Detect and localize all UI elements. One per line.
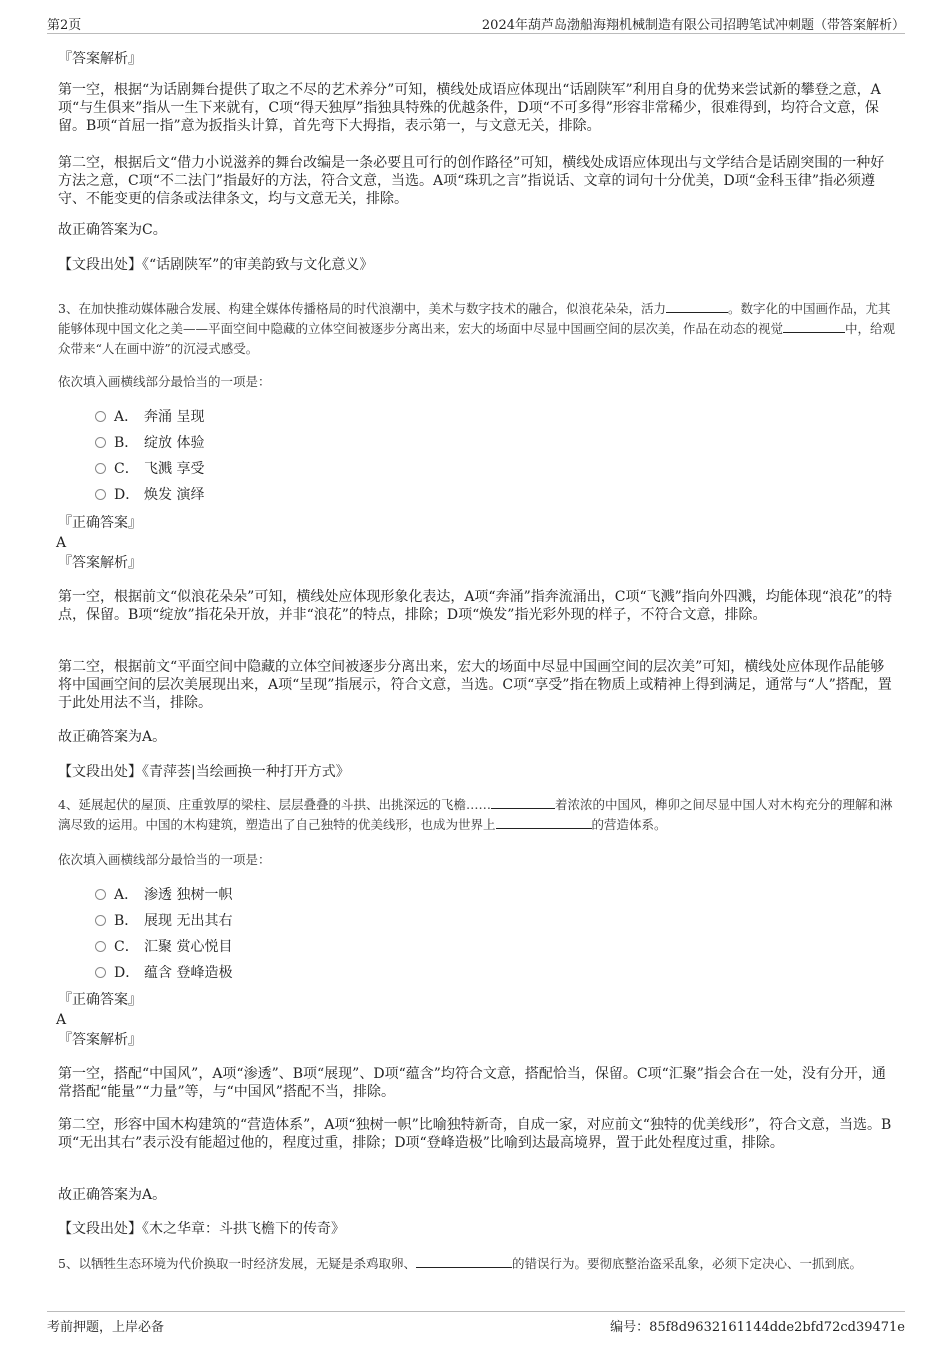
q4-stem xyxy=(58,795,902,835)
option-letter: A． xyxy=(114,887,139,903)
option-letter: D． xyxy=(114,487,140,503)
radio-icon[interactable] xyxy=(95,915,106,926)
q4-option-d[interactable] xyxy=(95,963,232,983)
document-code: 编号：85f8d9632161144dde2bfd72cd39471e xyxy=(610,1320,905,1335)
radio-icon[interactable] xyxy=(95,889,106,900)
radio-icon[interactable] xyxy=(95,437,106,448)
radio-icon[interactable] xyxy=(95,967,106,978)
option-letter: B． xyxy=(114,913,139,929)
footer-slogan: 考前押题，上岸必备 xyxy=(47,1320,165,1335)
q3-stem-part-3: 中，给观众带来“人在画中游”的沉浸式感受。 xyxy=(58,321,896,356)
source-label: 【文段出处】 xyxy=(58,764,142,780)
q3-analysis-para-2: 第二空，根据前文“平面空间中隐藏的立体空间被逐步分离出来，宏大的场面中尽显中国画空间的层次美”可知，横线处应体现作品能够将中国画空间的层次美展现出来，A项“呈现”指展示，符合文意，当选。C项“享受”指在物质上或精神上得到满足，通常与“人”搭配，置于此处用法不当，排除。 xyxy=(58,659,892,711)
page-footer xyxy=(47,1311,905,1333)
q4-stem-part-2: 着浓浓的中国风，榫卯之间尽显中国人对木构充分的理解和淋漓尽致的运用。中国的木构建筑，塑造出了自己独特的优美线形，也成为世界上 xyxy=(58,797,893,832)
page-number: 第2页 xyxy=(47,18,82,33)
q2-analysis-para-2: 第二空，根据后文“借力小说滋养的舞台改编是一条必要且可行的创作路径”可知，横线处成语应体现出与文学结合是话剧突围的一种好方法之意，C项“不二法门”指最好的方法，符合文意，当选。A项“珠玑之言”指说话、文章的词句十分优美，D项“金科玉律”指必须遵守、不能变更的信条或法律条文，均与文意无关，排除。 xyxy=(58,155,885,207)
document-title: 2024年葫芦岛渤船海翔机械制造有限公司招聘笔试冲刺题（带答案解析） xyxy=(481,18,905,33)
option-text: 渗透 独树一帜 xyxy=(144,887,233,903)
q5-blank-1 xyxy=(416,1254,512,1268)
radio-icon[interactable] xyxy=(95,463,106,474)
q3-stem-part-2: 。数字化的中国画作品，尤其能够体现中国文化之美——平面空间中隐藏的立体空间被逐步分离出来，宏大的场面中尽显中国画空间的层次美，作品在动态的视觉 xyxy=(58,301,891,336)
q3-option-d[interactable] xyxy=(95,485,204,505)
page-header xyxy=(47,12,905,34)
option-letter: B． xyxy=(114,435,139,451)
q4-source-title: 《木之华章：斗拱飞檐下的传奇》 xyxy=(142,1221,345,1237)
q4-conclusion: 故正确答案为A。 xyxy=(58,1187,167,1203)
option-text: 奔涌 呈现 xyxy=(144,409,205,425)
q3-blank-1 xyxy=(666,299,728,313)
q3-correct-answer: A xyxy=(56,535,67,551)
q4-correct-label: 『正确答案』 xyxy=(58,992,142,1008)
option-text: 飞溅 享受 xyxy=(144,461,205,477)
q2-analysis-para-1: 第一空，根据“为话剧舞台提供了取之不尽的艺术养分”可知，横线处成语应体现出“话剧陕军”利用自身的优势来尝试新的攀登之意，A项“与生俱来”指从一生下来就有，C项“得天独厚”指独具特殊的优越条件，D项“不可多得”形容非常稀少，很难得到，均符合文意，保留。B项“首屈一指”意为扳指头计算，首先弯下大拇指，表示第一，与文意无关，排除。 xyxy=(58,82,881,134)
q3-source xyxy=(58,763,895,781)
q5-stem-part-2: 的错误行为。要彻底整治盗采乱象，必须下定决心、一抓到底。 xyxy=(511,1256,862,1271)
radio-icon[interactable] xyxy=(95,411,106,422)
q4-option-b[interactable] xyxy=(95,911,232,931)
q3-option-b[interactable] xyxy=(95,433,204,453)
q4-prompt: 依次填入画横线部分最恰当的一项是： xyxy=(58,852,271,867)
option-letter: A． xyxy=(114,409,139,425)
q3-analysis-label: 『答案解析』 xyxy=(58,555,142,571)
q4-analysis-para-1: 第一空，搭配“中国风”，A项“渗透”、B项“展现”、D项“蕴含”均符合文意，搭配恰当，保留。C项“汇聚”指会合在一处，没有分开，通常搭配“能量”“力量”等，与“中国风”搭配不当，排除。 xyxy=(58,1066,886,1100)
q3-source-title: 《青萍荟|当绘画换一种打开方式》 xyxy=(142,764,350,780)
option-letter: D． xyxy=(114,965,140,981)
q4-blank-1 xyxy=(491,795,555,809)
q3-stem xyxy=(58,299,902,359)
q2-source xyxy=(58,256,895,274)
q4-analysis-para-2: 第二空，形容中国木构建筑的“营造体系”，A项“独树一帜”比喻独特新奇，自成一家，对应前文“独特的优美线形”，符合文意，当选。B项“无出其右”表示没有能超过他的，程度过重，排除；D项“登峰造极”比喻到达最高境界，置于此处程度过重，排除。 xyxy=(58,1117,892,1151)
q3-correct-label: 『正确答案』 xyxy=(58,515,142,531)
q3-option-a[interactable] xyxy=(95,407,204,427)
q3-option-c[interactable] xyxy=(95,459,204,479)
q2-analysis-label: 『答案解析』 xyxy=(58,51,142,67)
option-text: 蕴含 登峰造极 xyxy=(144,965,233,981)
radio-icon[interactable] xyxy=(95,489,106,500)
q4-analysis-label: 『答案解析』 xyxy=(58,1032,142,1048)
q4-stem-part-3: 的营造体系。 xyxy=(591,817,667,832)
option-text: 展现 无出其右 xyxy=(144,913,233,929)
q4-option-a[interactable] xyxy=(95,885,232,905)
q2-conclusion: 故正确答案为C。 xyxy=(58,222,167,238)
radio-icon[interactable] xyxy=(95,941,106,952)
option-letter: C． xyxy=(114,939,139,955)
q5-stem-part-1: 5、以牺牲生态环境为代价换取一时经济发展，无疑是杀鸡取卵、 xyxy=(58,1256,416,1271)
source-label: 【文段出处】 xyxy=(58,1221,142,1237)
q4-stem-part-1: 4、延展起伏的屋顶、庄重敦厚的梁柱、层层叠叠的斗拱、出挑深远的飞檐…… xyxy=(58,797,491,812)
source-label: 【文段出处】 xyxy=(58,257,142,273)
q3-blank-2 xyxy=(783,319,845,333)
q4-blank-2 xyxy=(496,815,592,829)
q3-analysis-para-1: 第一空，根据前文“似浪花朵朵”可知，横线处应体现形象化表达，A项“奔涌”指奔流涌出，C项“飞溅”指向外四溅，均能体现“浪花”的特点，保留。B项“绽放”指花朵开放，并非“浪花”的特点，排除；D项“焕发”指光彩外现的样子，不符合文意，排除。 xyxy=(58,589,893,623)
option-letter: C． xyxy=(114,461,139,477)
q3-prompt: 依次填入画横线部分最恰当的一项是： xyxy=(58,374,271,389)
q4-source xyxy=(58,1220,895,1238)
q3-conclusion: 故正确答案为A。 xyxy=(58,729,167,745)
q3-stem-part-1: 3、在加快推动媒体融合发展、构建全媒体传播格局的时代浪潮中，美术与数字技术的融合，似浪花朵朵，活力 xyxy=(58,301,666,316)
option-text: 焕发 演绎 xyxy=(144,487,205,503)
q4-correct-answer: A xyxy=(56,1012,67,1028)
option-text: 绽放 体验 xyxy=(144,435,205,451)
q5-stem xyxy=(58,1254,902,1274)
q4-option-c[interactable] xyxy=(95,937,232,957)
q2-source-title: 《“话剧陕军”的审美韵致与文化意义》 xyxy=(142,257,374,273)
option-text: 汇聚 赏心悦目 xyxy=(144,939,233,955)
